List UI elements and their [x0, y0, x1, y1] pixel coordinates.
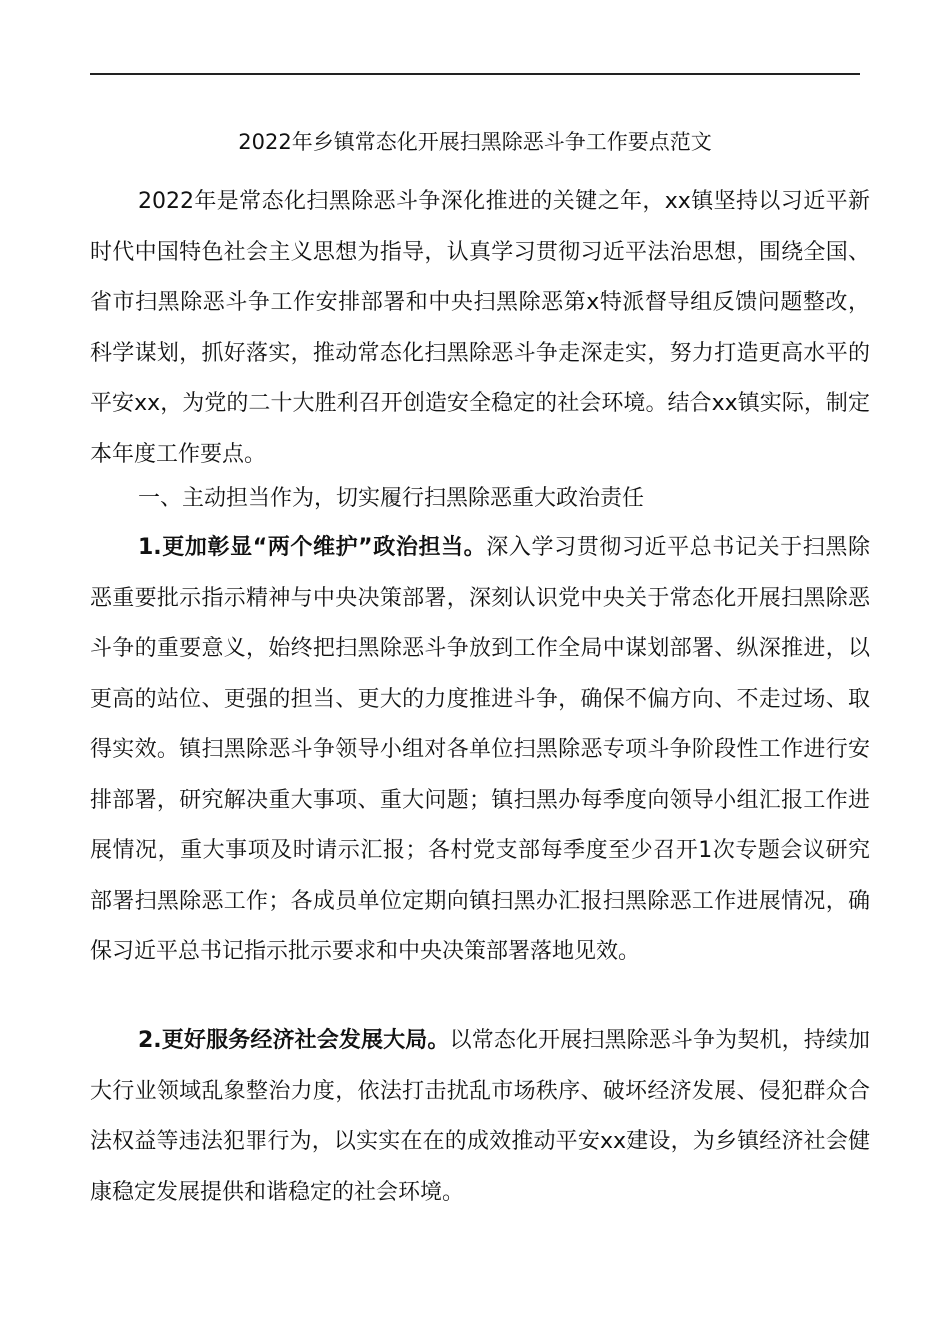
item-2-paragraph	[90, 1016, 870, 1218]
item-1-lead: 1.更加彰显“两个维护”政治担当。	[138, 535, 487, 560]
document-title: 2022年乡镇常态化开展扫黑除恶斗争工作要点范文	[238, 130, 712, 154]
header-rule	[90, 73, 860, 75]
item-1-text: 深入学习贯彻习近平总书记关于扫黑除恶重要批示指示精神与中央决策部署，深刻认识党中央关于常态化开展扫黑除恶斗争的重要意义，始终把扫黑除恶斗争放到工作全局中谋划部署、纵深推进，以更高的站位、更强的担当、更大的力度推进斗争，确保不偏方向、不走过场、取得实效。镇扫黑除恶斗争领导小组对各单位扫黑除恶专项斗争阶段性工作进行安排部署，研究解决重大事项、重大问题；镇扫黑办每季度向领导小组汇报工作进展情况，重大事项及时请示汇报；各村党支部每季度至少召开1次专题会议研究部署扫黑除恶工作；各成员单位定期向镇扫黑办汇报扫黑除恶工作进展情况，确保习近平总书记指示批示要求和中央决策部署落地见效。	[90, 535, 870, 964]
item-1-paragraph	[90, 523, 870, 978]
section-heading: 一、主动担当作为，切实履行扫黑除恶重大政治责任	[138, 486, 645, 511]
item-2-lead: 2.更好服务经济社会发展大局。	[138, 1028, 450, 1053]
intro-paragraph: 2022年是常态化扫黑除恶斗争深化推进的关键之年，xx镇坚持以习近平新时代中国特色社会主义思想为指导，认真学习贯彻习近平法治思想，围绕全国、省市扫黑除恶斗争工作安排部署和中央扫黑除恶第x特派督导组反馈问题整改，科学谋划，抓好落实，推动常态化扫黑除恶斗争走深走实，努力打造更高水平的平安xx，为党的二十大胜利召开创造安全稳定的社会环境。结合xx镇实际，制定本年度工作要点。	[90, 189, 870, 467]
item-2-text: 以常态化开展扫黑除恶斗争为契机，持续加大行业领域乱象整治力度，依法打击扰乱市场秩序、破坏经济发展、侵犯群众合法权益等违法犯罪行为，以实实在在的成效推动平安xx建设，为乡镇经济社会健康稳定发展提供和谐稳定的社会环境。	[90, 1028, 870, 1205]
